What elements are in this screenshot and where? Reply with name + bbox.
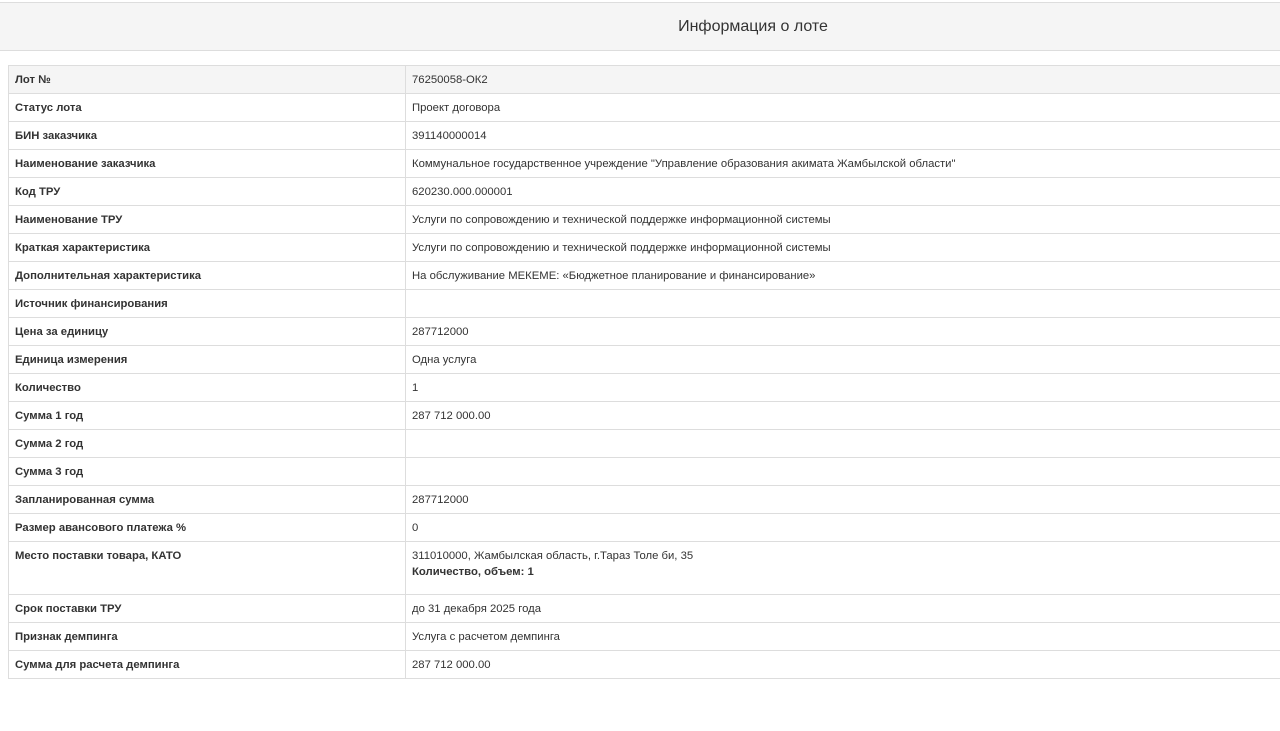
row-value-tru-name: Услуги по сопровождению и технической поддержке информационной системы xyxy=(406,206,1280,234)
row-value-customer-bin: 391140000014 xyxy=(406,122,1280,150)
table-row xyxy=(9,234,1280,262)
row-label-funding-source: Источник финансирования xyxy=(9,290,406,318)
row-label-unit-price: Цена за единицу xyxy=(9,318,406,346)
table-row xyxy=(9,346,1280,374)
panel-heading xyxy=(0,2,1280,51)
row-label-short-description: Краткая характеристика xyxy=(9,234,406,262)
row-label-dumping-sum: Сумма для расчета демпинга xyxy=(9,651,406,679)
row-value-quantity: 1 xyxy=(406,374,1280,402)
delivery-place-address: 311010000, Жамбылская область, г.Тараз Толе би, 35 xyxy=(412,550,694,562)
row-value-short-description: Услуги по сопровождению и технической поддержке информационной системы xyxy=(406,234,1280,262)
row-value-planned-sum: 287712000 xyxy=(406,486,1280,514)
row-value-delivery-place xyxy=(406,542,1280,595)
delivery-quantity: Количество, объем: 1 xyxy=(412,566,534,578)
row-label-customer-bin: БИН заказчика xyxy=(9,122,406,150)
row-label-additional-description: Дополнительная характеристика xyxy=(9,262,406,290)
row-label-lot-number: Лот № xyxy=(9,66,406,94)
table-row xyxy=(9,623,1280,651)
row-value-dumping-sum: 287 712 000.00 xyxy=(406,651,1280,679)
row-value-unit-of-measure: Одна услуга xyxy=(406,346,1280,374)
row-value-lot-status: Проект договора xyxy=(406,94,1280,122)
table-row xyxy=(9,178,1280,206)
table-row xyxy=(9,122,1280,150)
row-value-sum-year-3 xyxy=(406,458,1280,486)
table-row xyxy=(9,514,1280,542)
lot-info-table xyxy=(8,65,1280,679)
row-value-sum-year-2 xyxy=(406,430,1280,458)
row-label-lot-status: Статус лота xyxy=(9,94,406,122)
table-row xyxy=(9,430,1280,458)
table-row xyxy=(9,486,1280,514)
row-value-lot-number: 76250058-ОК2 xyxy=(406,66,1280,94)
row-label-customer-name: Наименование заказчика xyxy=(9,150,406,178)
row-label-advance-payment: Размер авансового платежа % xyxy=(9,514,406,542)
row-label-sum-year-1: Сумма 1 год xyxy=(9,402,406,430)
table-row xyxy=(9,374,1280,402)
row-label-sum-year-2: Сумма 2 год xyxy=(9,430,406,458)
table-row xyxy=(9,542,1280,595)
table-row xyxy=(9,458,1280,486)
row-value-dumping-sign: Услуга с расчетом демпинга xyxy=(406,623,1280,651)
table-row xyxy=(9,150,1280,178)
row-label-tru-name: Наименование ТРУ xyxy=(9,206,406,234)
table-row xyxy=(9,290,1280,318)
row-label-planned-sum: Запланированная сумма xyxy=(9,486,406,514)
table-row xyxy=(9,651,1280,679)
row-label-tru-code: Код ТРУ xyxy=(9,178,406,206)
row-value-sum-year-1: 287 712 000.00 xyxy=(406,402,1280,430)
row-label-delivery-term: Срок поставки ТРУ xyxy=(9,595,406,623)
row-value-additional-description: На обслуживание МЕКЕМЕ: «Бюджетное планирование и финансирование» xyxy=(406,262,1280,290)
row-value-customer-name: Коммунальное государственное учреждение "Управление образования акимата Жамбылской области" xyxy=(406,150,1280,178)
row-label-quantity: Количество xyxy=(9,374,406,402)
row-label-dumping-sign: Признак демпинга xyxy=(9,623,406,651)
table-row xyxy=(9,262,1280,290)
row-value-unit-price: 287712000 xyxy=(406,318,1280,346)
row-label-delivery-place: Место поставки товара, КАТО xyxy=(9,542,406,595)
table-row xyxy=(9,402,1280,430)
table-row xyxy=(9,318,1280,346)
row-value-delivery-term: до 31 декабря 2025 года xyxy=(406,595,1280,623)
row-label-sum-year-3: Сумма 3 год xyxy=(9,458,406,486)
table-row xyxy=(9,94,1280,122)
row-value-advance-payment: 0 xyxy=(406,514,1280,542)
table-row xyxy=(9,595,1280,623)
row-label-unit-of-measure: Единица измерения xyxy=(9,346,406,374)
table-row xyxy=(9,66,1280,94)
page-title: Информация о лоте xyxy=(678,18,828,35)
row-value-funding-source xyxy=(406,290,1280,318)
table-row xyxy=(9,206,1280,234)
row-value-tru-code: 620230.000.000001 xyxy=(406,178,1280,206)
